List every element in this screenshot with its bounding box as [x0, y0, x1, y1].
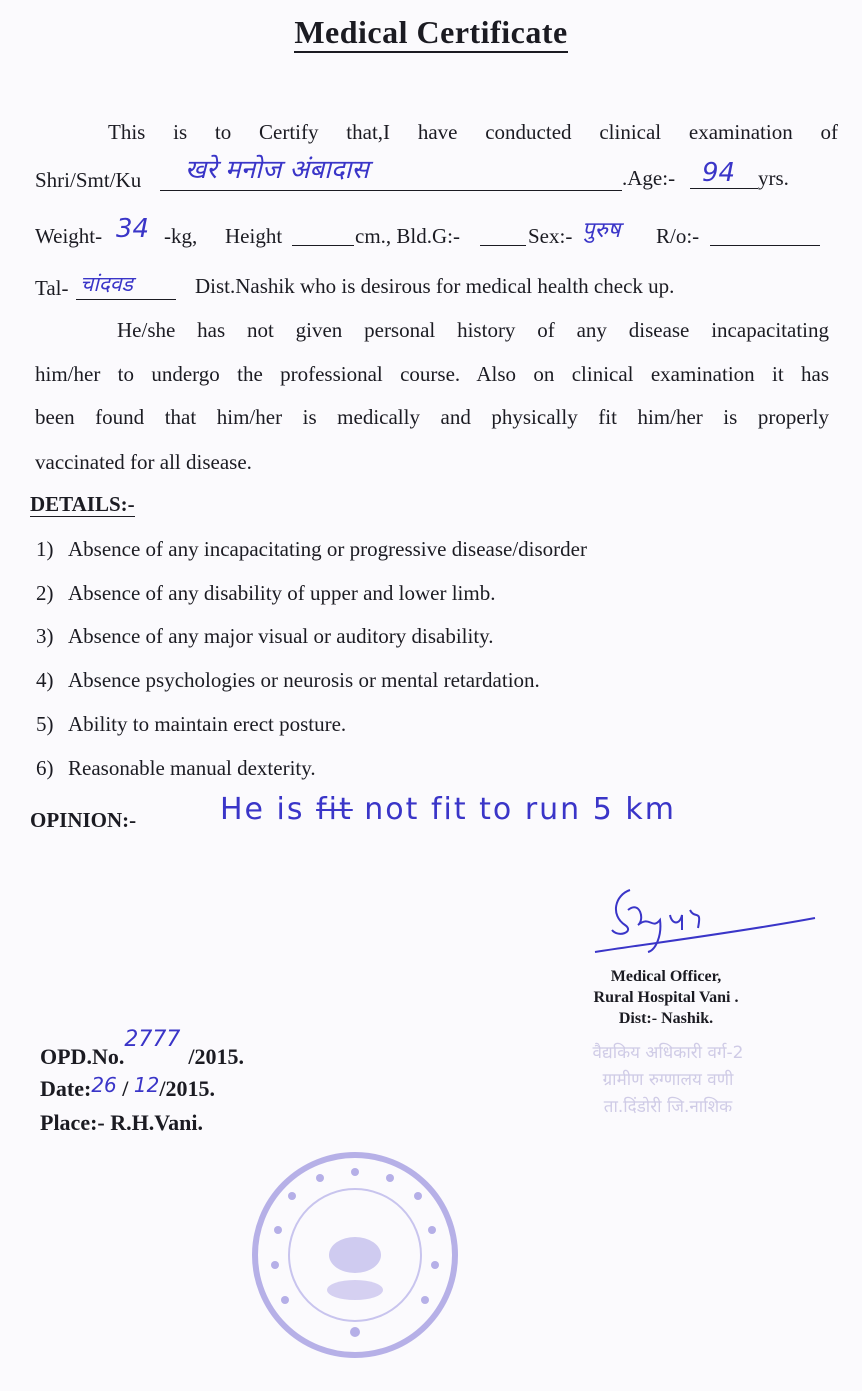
para2-line3: been found that him/her is medically and physically fit him/her is properly	[35, 405, 829, 429]
stamp-line: वैद्यकिय अधिकारी वर्ग-2	[592, 1043, 744, 1063]
list-item: 4) Absence psychologies or neurosis or mental retardation.	[36, 668, 540, 692]
opd-number: OPD.No.2777/2015.	[40, 1027, 244, 1069]
stamp-line: ता.दिंडोरी जि.नाशिक	[603, 1097, 733, 1117]
details-heading: DETAILS:-	[30, 492, 135, 516]
para2-line1: He/she has not given personal history of any disease incapacitating	[117, 318, 829, 342]
tal-handwritten: चांदवड	[80, 272, 133, 296]
dist-text: Dist.Nashik who is desirous for medical health check up.	[195, 274, 675, 298]
list-item: 1) Absence of any incapacitating or progressive disease/disorder	[36, 537, 587, 561]
bldg-blank	[480, 245, 526, 246]
list-item: 6) Reasonable manual dexterity.	[36, 756, 316, 780]
para2-line4: vaccinated for all disease.	[35, 450, 252, 474]
list-item: 3) Absence of any major visual or auditory disability.	[36, 624, 494, 648]
name-handwritten: खरे मनोज अंबादास	[185, 155, 369, 185]
hospital-seal	[250, 1150, 460, 1360]
age-label: .Age:-	[622, 166, 676, 190]
officer-hospital: Rural Hospital Vani .	[593, 989, 739, 1006]
para2-line2: him/her to undergo the professional course. Also on clinical examination it has	[35, 362, 829, 386]
age-handwritten: 94	[702, 158, 736, 188]
height-label: Height	[225, 224, 283, 248]
list-item: 2) Absence of any disability of upper and lower limb.	[36, 581, 496, 605]
date-line: Date:26 / 12/2015.	[40, 1073, 215, 1101]
height-blank	[292, 245, 354, 246]
officer-district: Dist:- Nashik.	[618, 1010, 714, 1027]
yrs-label: yrs.	[758, 166, 789, 190]
officer-block	[556, 966, 776, 1029]
official-stamp	[548, 1040, 788, 1121]
weight-label: Weight-	[35, 224, 103, 248]
tal-blank	[76, 299, 176, 300]
opd-handwritten: 2777	[124, 1027, 181, 1052]
officer-title: Medical Officer,	[610, 968, 722, 985]
ro-blank	[710, 245, 820, 246]
sex-label: Sex:-	[528, 224, 573, 248]
shri-label: Shri/Smt/Ku	[35, 168, 142, 192]
list-item: 5) Ability to maintain erect posture.	[36, 712, 347, 736]
name-blank	[160, 190, 622, 191]
intro-line: This is to Certify that,I have conducted clinical examination of	[108, 120, 838, 144]
bldg-label: cm., Bld.G:-	[355, 224, 460, 248]
ro-label: R/o:-	[656, 224, 700, 248]
signature	[590, 880, 820, 960]
date-month-handwritten: 12	[133, 1073, 160, 1097]
tal-label: Tal-	[35, 276, 69, 300]
stamp-line: ग्रामीण रुग्णालय वणी	[602, 1070, 734, 1090]
weight-handwritten: 34	[116, 214, 150, 244]
kg-label: -kg,	[164, 224, 198, 248]
opinion-handwritten: He is fit not fit to run 5 km	[220, 792, 676, 827]
place-line: Place:- R.H.Vani.	[40, 1110, 203, 1135]
date-day-handwritten: 26	[91, 1073, 117, 1097]
age-blank	[690, 188, 758, 189]
document-title: Medical Certificate	[0, 14, 862, 51]
opinion-label: OPINION:-	[30, 808, 137, 832]
sex-handwritten: पुरुष	[582, 218, 621, 243]
